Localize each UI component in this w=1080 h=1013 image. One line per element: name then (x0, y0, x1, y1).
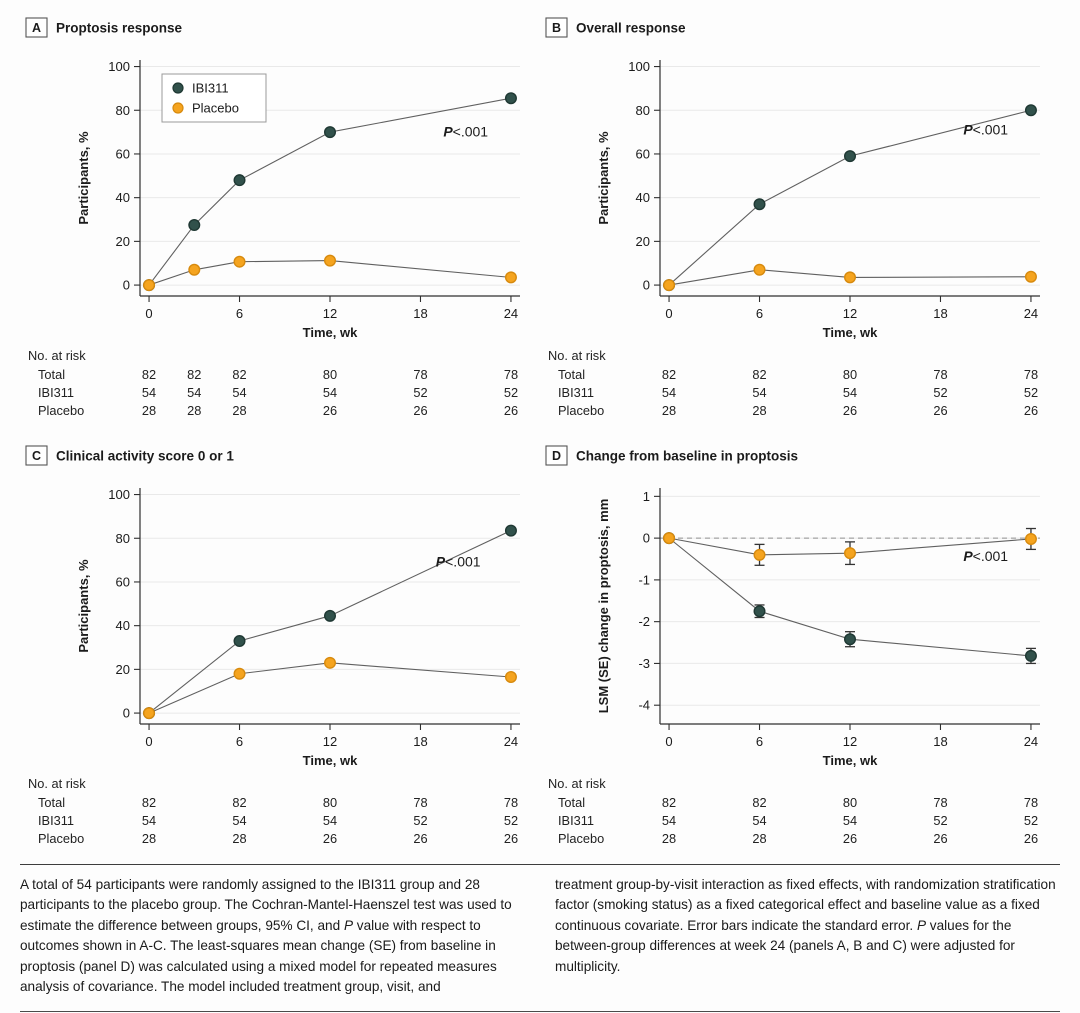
risk-value: 26 (413, 403, 428, 418)
caption-text: values for the between-group differences at week 24 (panels A, B and C) were adjusted for multiplicity. (555, 917, 1015, 974)
x-tick-label: 24 (1023, 306, 1039, 321)
panel-B (540, 8, 1060, 424)
y-tick-label: 0 (122, 705, 130, 721)
risk-row-label: Total (558, 795, 586, 810)
risk-value: 28 (232, 831, 247, 846)
y-axis-title: Participants, % (596, 131, 611, 225)
risk-value: 82 (661, 367, 677, 382)
x-axis-title: Time, wk (822, 753, 878, 768)
x-tick-label: 6 (755, 306, 764, 321)
risk-value: 52 (413, 813, 428, 828)
caption-left-column (20, 875, 525, 997)
risk-row-label: Placebo (38, 403, 85, 418)
risk-value: 82 (232, 367, 247, 382)
risk-row-label: Placebo (558, 831, 605, 846)
risk-value: 78 (933, 367, 948, 382)
data-point-placebo (234, 256, 245, 267)
data-point-ibi311 (845, 151, 856, 162)
caption-text: value with respect to outcomes shown in A-C. The least-squares mean change (SE) from baseline in proptosis (panel D) was calculated using a mixed model for repeated measures analysis of covariance. The model included treatment group, visit, and (20, 917, 497, 994)
risk-row-label: IBI311 (558, 813, 595, 828)
risk-row-label: Placebo (558, 403, 605, 418)
risk-value: 54 (141, 813, 157, 828)
risk-value: 82 (141, 367, 157, 382)
legend-label-placebo: Placebo (192, 100, 239, 116)
legend-label-ibi311: IBI311 (192, 80, 229, 96)
x-tick-label: 24 (503, 734, 519, 749)
panel-title: Clinical activity score 0 or 1 (56, 448, 234, 464)
risk-value: 26 (503, 831, 519, 846)
risk-value: 78 (413, 367, 428, 382)
panel-title: Overall response (576, 20, 686, 36)
y-tick-label: 60 (115, 574, 130, 590)
risk-value: 80 (322, 795, 338, 810)
panel-grid (20, 8, 1060, 852)
p-value-annotation: P<.001 (963, 548, 1009, 565)
x-tick-label: 18 (413, 734, 428, 749)
risk-value: 52 (933, 813, 948, 828)
risk-value: 54 (141, 385, 157, 400)
risk-value: 52 (933, 385, 948, 400)
data-point-ibi311 (189, 220, 200, 231)
risk-row-label: IBI311 (558, 385, 595, 400)
risk-value: 80 (842, 367, 858, 382)
data-point-placebo (506, 672, 517, 683)
data-point-placebo (144, 280, 155, 291)
risk-value: 52 (503, 813, 519, 828)
x-axis-title: Time, wk (302, 753, 358, 768)
y-tick-label: 20 (635, 233, 650, 249)
panel-letter: C (31, 449, 42, 463)
x-tick-label: 18 (933, 734, 948, 749)
y-tick-label: 40 (115, 618, 130, 634)
legend-marker-ibi311 (173, 83, 183, 93)
risk-table-header: No. at risk (548, 776, 606, 791)
x-tick-label: 12 (842, 734, 858, 749)
x-tick-label: 6 (755, 734, 764, 749)
y-tick-label: 60 (635, 146, 650, 162)
caption-italic-p: P (916, 917, 927, 933)
figure-caption (20, 875, 1060, 997)
data-point-ibi311 (506, 93, 517, 104)
risk-value: 54 (232, 385, 247, 400)
risk-value: 26 (842, 831, 858, 846)
risk-value: 78 (1023, 367, 1039, 382)
figure-bottom-rule (20, 1011, 1060, 1012)
x-tick-label: 0 (145, 734, 153, 749)
x-tick-label: 24 (503, 306, 519, 321)
data-point-placebo (754, 264, 765, 275)
panel-letter: D (551, 449, 562, 463)
data-point-placebo (1026, 534, 1037, 545)
risk-value: 54 (322, 813, 338, 828)
caption-text: A total of 54 participants were randomly assigned to the IBI311 group and 28 participants to the placebo group. The Cochran-Mantel-Haenszel test was used to estimate the difference between groups, 95% CI, and (20, 877, 512, 933)
data-point-ibi311 (506, 525, 517, 536)
y-tick-label: 0 (122, 277, 130, 293)
risk-value: 26 (933, 403, 948, 418)
x-tick-label: 0 (665, 306, 673, 321)
risk-value: 26 (413, 831, 428, 846)
risk-value: 54 (661, 385, 677, 400)
risk-value: 78 (503, 795, 519, 810)
risk-value: 54 (661, 813, 677, 828)
y-tick-label: 0 (642, 530, 650, 546)
data-point-placebo (189, 264, 200, 275)
p-value-annotation: P<.001 (963, 121, 1009, 138)
risk-value: 28 (752, 831, 767, 846)
data-point-ibi311 (234, 636, 245, 647)
x-axis-title: Time, wk (302, 325, 358, 340)
risk-value: 82 (661, 795, 677, 810)
x-tick-label: 6 (235, 306, 244, 321)
risk-row-label: IBI311 (38, 813, 75, 828)
y-tick-label: 100 (628, 59, 650, 75)
p-value-annotation: P<.001 (443, 123, 489, 140)
x-tick-label: 18 (413, 306, 428, 321)
data-point-ibi311 (325, 127, 336, 138)
risk-table-header: No. at risk (28, 776, 86, 791)
risk-value: 54 (187, 385, 202, 400)
risk-value: 80 (322, 367, 338, 382)
risk-value: 26 (322, 403, 338, 418)
risk-value: 26 (322, 831, 338, 846)
y-tick-label: 40 (115, 190, 130, 206)
x-tick-label: 0 (145, 306, 153, 321)
risk-value: 28 (661, 831, 677, 846)
x-tick-label: 12 (322, 306, 338, 321)
risk-value: 82 (187, 367, 202, 382)
risk-value: 54 (322, 385, 338, 400)
panel-letter: A (31, 21, 42, 35)
caption-text: treatment group-by-visit interaction as fixed effects, with randomization stratification factor (smoking status) as a fixed categorical effect and baseline value as a fixed continuous covariate. Error bars indicate the standard error. (555, 877, 1056, 933)
risk-value: 54 (232, 813, 247, 828)
data-point-placebo (1026, 271, 1037, 282)
risk-value: 54 (842, 385, 858, 400)
risk-row-label: IBI311 (38, 385, 75, 400)
data-point-placebo (754, 550, 765, 561)
risk-value: 26 (503, 403, 519, 418)
risk-value: 54 (752, 813, 767, 828)
risk-value: 28 (187, 403, 202, 418)
data-point-placebo (664, 280, 675, 291)
risk-value: 28 (141, 403, 157, 418)
risk-value: 78 (503, 367, 519, 382)
data-point-placebo (845, 272, 856, 283)
data-point-placebo (325, 255, 336, 266)
caption-italic-p: P (343, 917, 354, 933)
risk-value: 26 (1023, 403, 1039, 418)
risk-value: 80 (842, 795, 858, 810)
y-tick-label: -2 (638, 614, 650, 630)
risk-value: 82 (752, 367, 767, 382)
risk-value: 28 (752, 403, 767, 418)
risk-value: 26 (1023, 831, 1039, 846)
y-tick-label: 20 (115, 661, 130, 677)
caption-right-column (555, 875, 1060, 997)
risk-value: 82 (141, 795, 157, 810)
data-point-ibi311 (234, 175, 245, 186)
data-point-placebo (845, 548, 856, 559)
data-point-ibi311 (754, 606, 765, 617)
data-point-placebo (325, 658, 336, 669)
x-tick-label: 0 (665, 734, 673, 749)
data-point-ibi311 (845, 634, 856, 645)
risk-value: 54 (752, 385, 767, 400)
panel-A (20, 8, 540, 424)
risk-value: 82 (752, 795, 767, 810)
y-tick-label: 100 (108, 487, 130, 503)
y-tick-label: 20 (115, 233, 130, 249)
y-axis-title: Participants, % (76, 131, 91, 225)
x-tick-label: 24 (1023, 734, 1039, 749)
risk-value: 28 (141, 831, 157, 846)
risk-value: 26 (933, 831, 948, 846)
risk-value: 26 (842, 403, 858, 418)
risk-table-header: No. at risk (28, 348, 86, 363)
data-point-placebo (506, 272, 517, 283)
y-tick-label: 40 (635, 190, 650, 206)
risk-value: 54 (842, 813, 858, 828)
p-value-annotation: P<.001 (435, 553, 481, 570)
y-tick-label: -4 (638, 697, 650, 713)
y-tick-label: -1 (638, 572, 650, 588)
risk-value: 82 (232, 795, 247, 810)
y-tick-label: 80 (115, 102, 130, 118)
y-tick-label: 60 (115, 146, 130, 162)
y-tick-label: 1 (642, 488, 650, 504)
y-tick-label: -3 (638, 655, 650, 671)
x-axis-title: Time, wk (822, 325, 878, 340)
panel-title: Proptosis response (56, 20, 183, 36)
panel-D (540, 436, 1060, 852)
risk-table-header: No. at risk (548, 348, 606, 363)
risk-row-label: Total (38, 795, 66, 810)
data-point-ibi311 (754, 199, 765, 210)
data-point-ibi311 (1026, 105, 1037, 116)
risk-row-label: Total (558, 367, 586, 382)
y-axis-title: LSM (SE) change in proptosis, mm (596, 498, 611, 714)
data-point-placebo (234, 668, 245, 679)
risk-value: 52 (503, 385, 519, 400)
x-tick-label: 6 (235, 734, 244, 749)
risk-value: 28 (661, 403, 677, 418)
risk-row-label: Placebo (38, 831, 85, 846)
panel-C (20, 436, 540, 852)
data-point-ibi311 (325, 611, 336, 622)
risk-value: 78 (1023, 795, 1039, 810)
y-axis-title: Participants, % (76, 559, 91, 653)
x-tick-label: 18 (933, 306, 948, 321)
y-tick-label: 80 (635, 102, 650, 118)
legend-marker-placebo (173, 103, 183, 113)
risk-row-label: Total (38, 367, 66, 382)
caption-top-rule (20, 864, 1060, 865)
data-point-placebo (664, 533, 675, 544)
y-tick-label: 100 (108, 59, 130, 75)
x-tick-label: 12 (842, 306, 858, 321)
risk-value: 52 (413, 385, 428, 400)
risk-value: 78 (933, 795, 948, 810)
panel-letter: B (551, 21, 562, 35)
risk-value: 78 (413, 795, 428, 810)
risk-value: 52 (1023, 813, 1039, 828)
data-point-ibi311 (1026, 651, 1037, 662)
y-tick-label: 0 (642, 277, 650, 293)
data-point-placebo (144, 708, 155, 719)
x-tick-label: 12 (322, 734, 338, 749)
risk-value: 52 (1023, 385, 1039, 400)
y-tick-label: 80 (115, 530, 130, 546)
risk-value: 28 (232, 403, 247, 418)
panel-title: Change from baseline in proptosis (576, 448, 799, 464)
